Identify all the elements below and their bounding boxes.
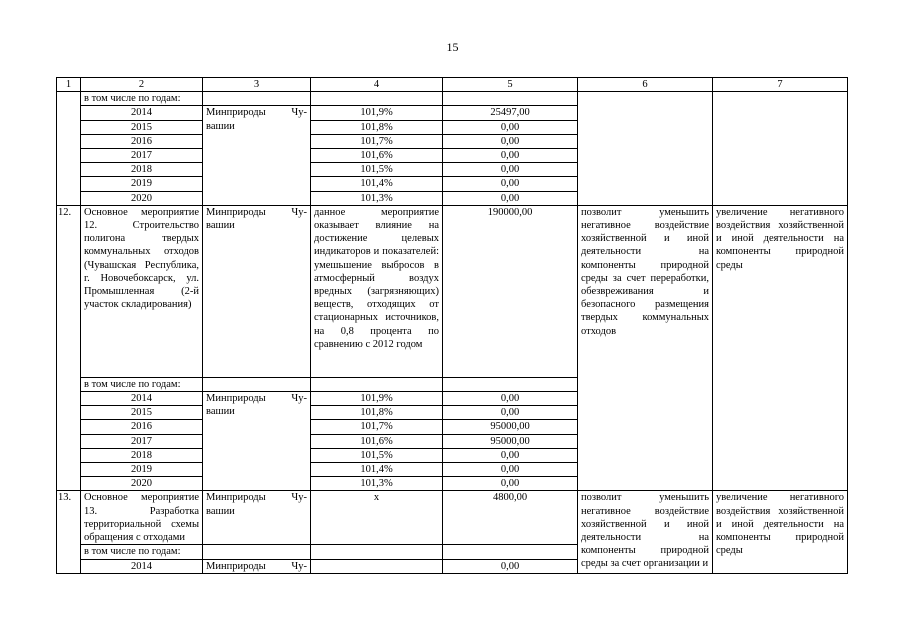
row-number-cell: 12. xyxy=(57,205,81,491)
indicator-cell: данное мероприятие оказывает влияние на достижение целевых индикаторов и показателей: умешьшение выбросов в атмосферный воздух вредных (загрязняющих) веществ, отходящих от стационарных источников, на 0,8 процента по сравнению с 2012 годом xyxy=(311,205,443,377)
table-header-row xyxy=(57,78,848,92)
effect-cell: увеличение негативного воздействия хозяйственной и иной деятельности на компоненты природной среды xyxy=(713,205,848,491)
indicator-cell: х xyxy=(311,491,443,545)
responsible-cell: Минприроды Чу- вашии xyxy=(203,392,311,491)
percent-cell: 101,4% xyxy=(311,177,443,191)
amount-cell: 0,00 xyxy=(443,191,578,205)
table-row xyxy=(57,92,848,106)
year-cell: 2018 xyxy=(81,448,203,462)
percent-cell: 101,8% xyxy=(311,120,443,134)
year-cell: 2019 xyxy=(81,463,203,477)
page-number: 15 xyxy=(446,40,459,54)
row-number-cell: 13. xyxy=(57,491,81,573)
responsible-cell: Минприроды Чу- xyxy=(203,559,311,573)
effect-cell: увеличение негативного воздействия хозяйственной и иной деятельности на компоненты природной среды xyxy=(713,491,848,573)
year-cell: 2018 xyxy=(81,163,203,177)
year-cell: 2014 xyxy=(81,106,203,120)
percent-cell: 101,8% xyxy=(311,406,443,420)
by-years-label: в том числе по годам: xyxy=(81,92,203,106)
header-cell: 1 xyxy=(57,78,81,92)
year-cell: 2015 xyxy=(81,406,203,420)
program-table xyxy=(56,77,848,574)
header-cell: 2 xyxy=(81,78,203,92)
amount-cell: 25497,00 xyxy=(443,106,578,120)
responsible-cell: Минприроды Чу- вашии xyxy=(203,205,311,377)
by-years-label: в том числе по годам: xyxy=(81,377,203,391)
amount-cell: 0,00 xyxy=(443,392,578,406)
amount-cell: 0,00 xyxy=(443,406,578,420)
year-cell: 2020 xyxy=(81,477,203,491)
year-cell: 2017 xyxy=(81,434,203,448)
by-years-label: в том числе по годам: xyxy=(81,545,203,559)
year-cell: 2017 xyxy=(81,149,203,163)
percent-cell: 101,3% xyxy=(311,191,443,205)
activity-row xyxy=(57,491,848,545)
total-amount-cell: 190000,00 xyxy=(443,205,578,377)
responsible-cell: Минприроды Чу- вашии xyxy=(203,491,311,545)
result-cell xyxy=(578,92,713,206)
amount-cell: 0,00 xyxy=(443,448,578,462)
amount-cell: 0,00 xyxy=(443,120,578,134)
amount-cell: 0,00 xyxy=(443,559,578,573)
total-amount-cell: 4800,00 xyxy=(443,491,578,545)
percent-cell: 101,6% xyxy=(311,149,443,163)
amount-cell: 0,00 xyxy=(443,177,578,191)
header-cell: 6 xyxy=(578,78,713,92)
header-cell: 5 xyxy=(443,78,578,92)
percent-cell: 101,5% xyxy=(311,163,443,177)
percent-cell: 101,7% xyxy=(311,134,443,148)
year-cell: 2019 xyxy=(81,177,203,191)
year-cell: 2014 xyxy=(81,559,203,573)
percent-cell: 101,7% xyxy=(311,420,443,434)
header-cell: 7 xyxy=(713,78,848,92)
year-cell: 2014 xyxy=(81,392,203,406)
result-cell: позволит уменьшить негативное воздействие хозяйственной и иной деятельности на компоненты природной среды за счет переработки, обезвреживания и безопасного размещения твердых коммунальных отходов xyxy=(578,205,713,491)
result-cell: позволит уменьшить негативное воздействие хозяйственной и иной деятельности на компоненты природной среды за счет организации и xyxy=(578,491,713,573)
header-cell: 4 xyxy=(311,78,443,92)
percent-cell: 101,6% xyxy=(311,434,443,448)
year-cell: 2016 xyxy=(81,420,203,434)
amount-cell: 0,00 xyxy=(443,134,578,148)
amount-cell: 0,00 xyxy=(443,149,578,163)
activity-title-cell: Основное мероприятие 13. Разработка территориальной схемы обращения с отходами xyxy=(81,491,203,545)
activity-title-cell: Основное мероприятие 12. Строительство полигона твердых коммунальных отходов (Чувашская Республика, г. Новочебоксарск, ул. Промышленная (2-й участок складирования) xyxy=(81,205,203,377)
amount-cell: 95000,00 xyxy=(443,420,578,434)
percent-cell: 101,9% xyxy=(311,106,443,120)
activity-row xyxy=(57,205,848,377)
percent-cell: 101,3% xyxy=(311,477,443,491)
year-cell: 2020 xyxy=(81,191,203,205)
header-cell: 3 xyxy=(203,78,311,92)
amount-cell: 0,00 xyxy=(443,463,578,477)
year-cell: 2016 xyxy=(81,134,203,148)
row-number-cell xyxy=(57,92,81,206)
percent-cell: 101,5% xyxy=(311,448,443,462)
amount-cell: 0,00 xyxy=(443,163,578,177)
amount-cell: 0,00 xyxy=(443,477,578,491)
effect-cell xyxy=(713,92,848,206)
amount-cell: 95000,00 xyxy=(443,434,578,448)
percent-cell: 101,9% xyxy=(311,392,443,406)
year-cell: 2015 xyxy=(81,120,203,134)
percent-cell: 101,4% xyxy=(311,463,443,477)
responsible-cell: Минприроды Чу- вашии xyxy=(203,106,311,205)
